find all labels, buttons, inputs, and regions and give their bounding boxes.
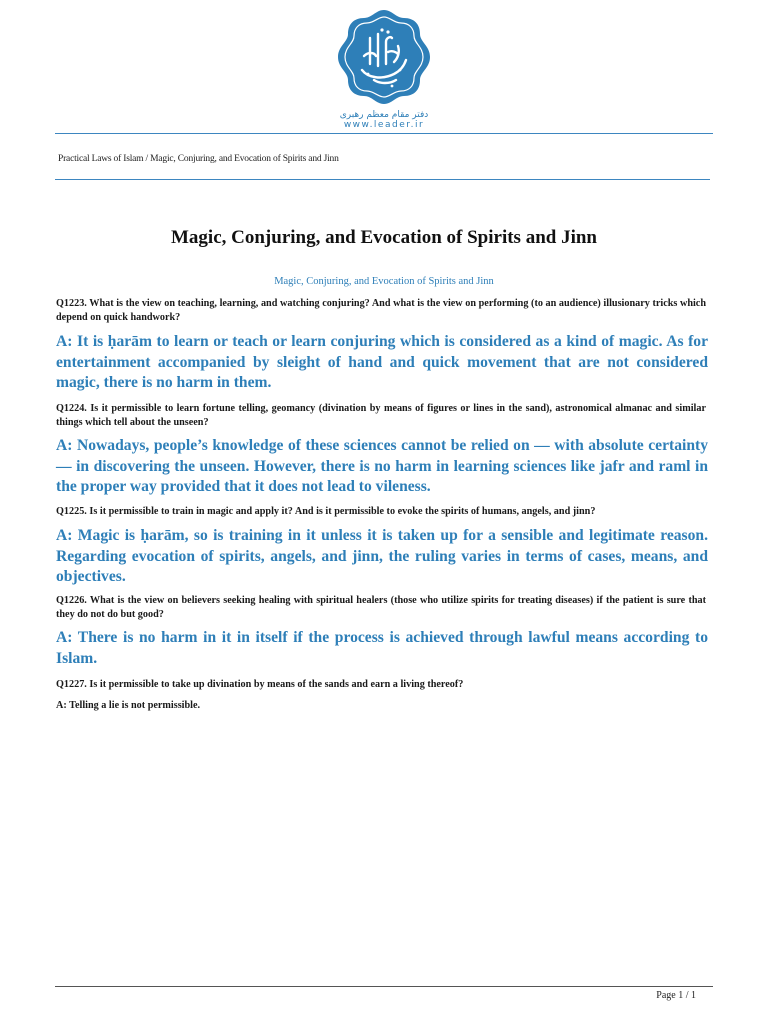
header-divider: [55, 133, 713, 134]
question-q1225: Q1225. Is it permissible to train in magic and apply it? And is it permissible to evoke the spirits of humans, angels, and jinn?: [56, 506, 596, 517]
question-q1226: Q1226. What is the view on believers seeking healing with spiritual healers (those who utilize spirits for treating diseases) if the patient is sure that they do not do but good?: [56, 595, 706, 620]
calligraphy-emblem-icon: [334, 8, 434, 106]
breadcrumb: Practical Laws of Islam / Magic, Conjuring, and Evocation of Spirits and Jinn: [58, 154, 339, 164]
logo-url: www.leader.ir: [343, 120, 425, 130]
answer-q1223: A: It is ḥarām to learn or teach or learn conjuring which is considered as a kind of magic. As for entertainment accompanied by sleight of hand and quick movement that are not considered magic, there is no harm in them.: [56, 333, 708, 391]
answer-q1227: A: Telling a lie is not permissible.: [56, 700, 201, 711]
page-title: Magic, Conjuring, and Evocation of Spirits and Jinn: [171, 227, 597, 248]
question-q1227: Q1227. Is it permissible to take up divination by means of the sands and earn a living thereof?: [56, 679, 464, 690]
answer-q1226: A: There is no harm in it in itself if the process is achieved through lawful means according to Islam.: [56, 629, 708, 667]
answer-q1224: A: Nowadays, people’s knowledge of these sciences cannot be relied on — with absolute certainty — in discovering the unseen. However, there is no harm in learning sciences like jafr and raml in the proper way provided that it does not lead to vileness.: [56, 437, 708, 495]
breadcrumb-divider: [55, 179, 710, 180]
logo-persian-text: دفتر مقام معظم رهبری: [339, 110, 429, 120]
answer-q1225: A: Magic is ḥarām, so is training in it unless it is taken up for a sensible and legitimate reason. Regarding evocation of spirits, angels, and jinn, the ruling varies in terms of cases, means, and objectives.: [56, 527, 708, 585]
question-q1224: Q1224. Is it permissible to learn fortune telling, geomancy (divination by means of figures or lines in the sand), astronomical almanac and similar things which tell about the unseen?: [56, 403, 706, 428]
footer-divider: [55, 986, 713, 987]
section-subtitle: Magic, Conjuring, and Evocation of Spirits and Jinn: [274, 276, 494, 287]
question-q1223: Q1223. What is the view on teaching, learning, and watching conjuring? And what is the view on performing (to an audience) illusionary tricks which depend on quick handwork?: [56, 298, 706, 323]
leader-logo: [320, 8, 448, 128]
page-number: Page 1 / 1: [656, 990, 696, 1001]
